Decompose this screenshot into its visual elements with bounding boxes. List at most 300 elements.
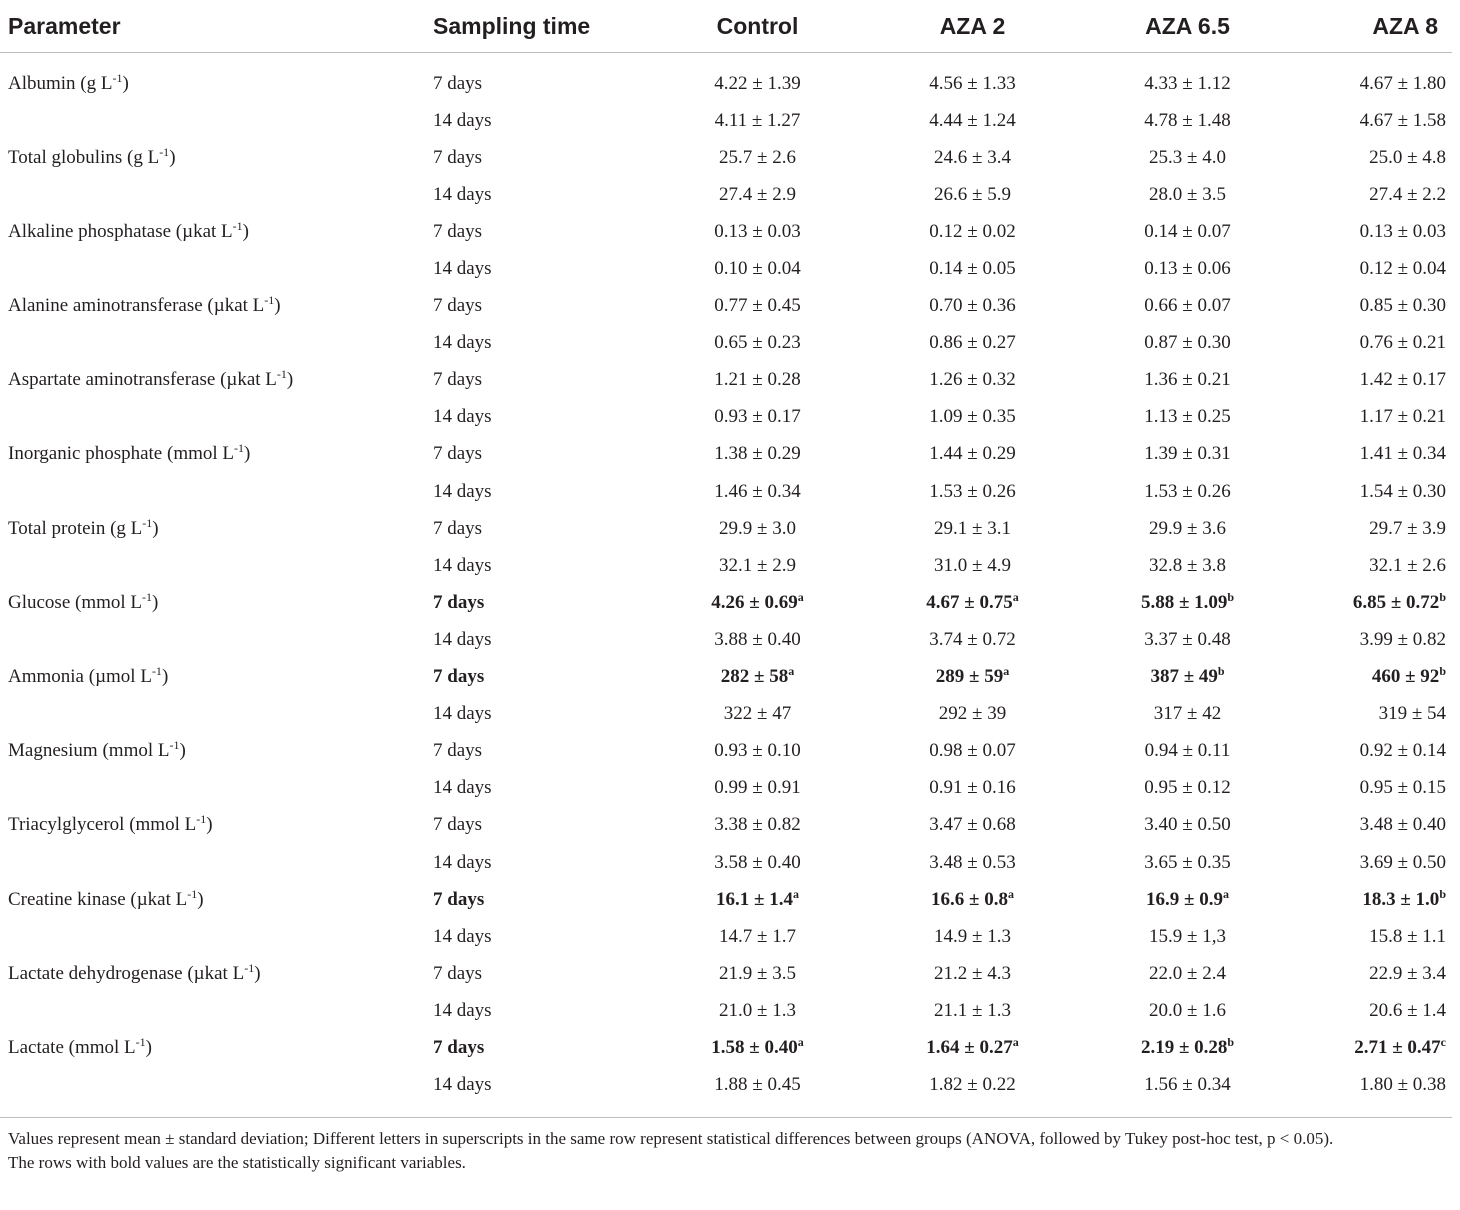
value-cell-control: 21.0 ± 1.3 <box>719 999 796 1021</box>
parameter-unit-exponent: -1 <box>196 812 207 827</box>
sampling-time-cell: 7 days <box>433 740 483 762</box>
value-text: 25.3 ± 4.0 <box>1149 146 1226 168</box>
value-cell-aza8 <box>1295 362 1452 399</box>
parameter-name <box>0 288 425 325</box>
sampling-time-cell: 14 days <box>433 628 492 650</box>
sampling-time-cell: 7 days <box>433 666 485 688</box>
sampling-time-cell: 7 days <box>433 146 483 168</box>
value-cell-control: 4.11 ± 1.27 <box>714 109 801 131</box>
value-text: 22.0 ± 2.4 <box>1149 962 1226 984</box>
value-cell-aza65: 1.53 ± 0.26 <box>1144 480 1231 502</box>
value-text: 3.38 ± 0.82 <box>714 814 801 836</box>
table-row <box>0 770 1452 807</box>
value-text: 2.71 ± 0.47 <box>1354 1036 1441 1058</box>
parameter-name <box>0 659 425 696</box>
footnote-bold-rows: The rows with bold values are the statistically significant variables. <box>8 1153 466 1172</box>
parameter-name <box>0 65 425 102</box>
header-control: Control <box>650 0 865 53</box>
significance-letter: a <box>792 886 799 901</box>
table-row <box>0 510 1452 547</box>
value-cell-aza2 <box>865 362 1080 399</box>
table-row <box>0 213 1452 250</box>
parameter-label: Alkaline phosphatase (µkat L <box>8 220 233 242</box>
value-cell-aza65: 28.0 ± 3.5 <box>1149 183 1226 205</box>
value-cell-control <box>650 733 865 770</box>
value-text: 29.7 ± 3.9 <box>1369 517 1446 539</box>
header-spacer-row <box>0 53 1452 66</box>
value-cell-aza65 <box>1080 584 1295 621</box>
value-cell-control <box>650 584 865 621</box>
value-text: 4.67 ± 0.75 <box>926 591 1013 613</box>
value-cell-aza8: 20.6 ± 1.4 <box>1369 999 1446 1021</box>
value-text: 1.42 ± 0.17 <box>1359 369 1446 391</box>
value-cell-aza65: 4.78 ± 1.48 <box>1144 109 1231 131</box>
value-cell-aza2 <box>865 213 1080 250</box>
value-cell-aza2 <box>865 288 1080 325</box>
parameter-name-empty <box>0 325 425 362</box>
value-text: 0.13 ± 0.03 <box>1359 220 1446 242</box>
value-cell-control <box>650 1029 865 1066</box>
value-cell-control: 3.88 ± 0.40 <box>714 628 801 650</box>
value-text: 0.77 ± 0.45 <box>714 295 801 317</box>
parameter-name-empty <box>0 770 425 807</box>
value-cell-aza65 <box>1080 1029 1295 1066</box>
value-cell-aza8: 319 ± 54 <box>1378 703 1446 725</box>
value-cell-aza65 <box>1080 807 1295 844</box>
value-text: 289 ± 59 <box>935 666 1004 688</box>
parameter-label-end: ) <box>152 517 159 539</box>
value-cell-aza2: 4.44 ± 1.24 <box>929 109 1016 131</box>
value-cell-aza65 <box>1080 510 1295 547</box>
table-row <box>0 1067 1452 1104</box>
table-row <box>0 955 1452 992</box>
value-cell-aza65 <box>1080 659 1295 696</box>
value-cell-aza2 <box>865 733 1080 770</box>
sampling-time-cell: 14 days <box>433 183 492 205</box>
value-cell-aza8 <box>1295 436 1452 473</box>
parameter-name-empty <box>0 250 425 287</box>
value-cell-aza65: 317 ± 42 <box>1153 703 1222 725</box>
sampling-time-cell: 7 days <box>433 443 483 465</box>
parameter-label-end: ) <box>152 591 159 613</box>
value-text: 3.48 ± 0.40 <box>1359 814 1446 836</box>
value-cell-control: 1.46 ± 0.34 <box>714 480 801 502</box>
sampling-time-cell: 14 days <box>433 258 492 280</box>
parameter-label: Glucose (mmol L <box>8 591 143 613</box>
value-text: 1.41 ± 0.34 <box>1359 443 1446 465</box>
table-row <box>0 621 1452 658</box>
table-row <box>0 807 1452 844</box>
parameter-label-end: ) <box>242 220 249 242</box>
table-row <box>0 992 1452 1029</box>
value-text: 4.22 ± 1.39 <box>714 72 801 94</box>
value-cell-aza2 <box>865 65 1080 102</box>
table-header <box>0 0 1452 53</box>
parameter-name <box>0 436 425 473</box>
table-footnotes <box>8 1127 1453 1175</box>
value-cell-aza2: 1.09 ± 0.35 <box>929 406 1016 428</box>
value-cell-aza2: 1.82 ± 0.22 <box>929 1074 1016 1096</box>
parameter-label-end: ) <box>122 72 129 94</box>
value-text: 460 ± 92 <box>1371 666 1440 688</box>
value-cell-control: 0.93 ± 0.17 <box>714 406 801 428</box>
value-cell-control <box>650 213 865 250</box>
parameter-unit-exponent: -1 <box>187 886 198 901</box>
sampling-time-cell: 7 days <box>433 517 483 539</box>
value-text: 29.9 ± 3.0 <box>719 517 796 539</box>
parameter-label: Ammonia (µmol L <box>8 666 152 688</box>
parameter-name <box>0 362 425 399</box>
parameter-label-end: ) <box>197 888 204 910</box>
value-cell-aza8: 3.69 ± 0.50 <box>1359 851 1446 873</box>
parameter-label-end: ) <box>145 1036 152 1058</box>
table-row <box>0 325 1452 362</box>
value-text: 1.26 ± 0.32 <box>929 369 1016 391</box>
value-cell-aza2: 3.48 ± 0.53 <box>929 851 1016 873</box>
value-cell-aza8: 1.17 ± 0.21 <box>1359 406 1446 428</box>
table-row <box>0 881 1452 918</box>
parameter-name-empty <box>0 621 425 658</box>
parameter-unit-exponent: -1 <box>232 218 243 233</box>
significance-letter: a <box>797 1034 804 1049</box>
value-text: 1.64 ± 0.27 <box>926 1036 1013 1058</box>
significance-letter: c <box>1440 1034 1446 1049</box>
parameter-unit-exponent: -1 <box>169 738 180 753</box>
value-text: 0.66 ± 0.07 <box>1144 295 1231 317</box>
significance-letter: a <box>1222 886 1229 901</box>
sampling-time-cell: 7 days <box>433 1036 485 1058</box>
value-cell-aza65: 3.65 ± 0.35 <box>1144 851 1231 873</box>
table-row <box>0 399 1452 436</box>
value-cell-aza65 <box>1080 288 1295 325</box>
table-row <box>0 584 1452 621</box>
value-cell-aza2: 14.9 ± 1.3 <box>934 925 1011 947</box>
parameter-label-end: ) <box>179 740 186 762</box>
parameter-unit-exponent: -1 <box>276 367 287 382</box>
parameter-name <box>0 1029 425 1066</box>
header-sampling-time: Sampling time <box>425 0 650 53</box>
value-cell-aza8: 32.1 ± 2.6 <box>1369 554 1446 576</box>
value-cell-aza8 <box>1295 65 1452 102</box>
value-cell-aza2: 21.1 ± 1.3 <box>934 999 1011 1021</box>
parameter-label-end: ) <box>286 369 294 391</box>
value-text: 25.0 ± 4.8 <box>1369 146 1446 168</box>
value-cell-aza2 <box>865 1029 1080 1066</box>
value-text: 0.94 ± 0.11 <box>1144 740 1231 762</box>
value-cell-aza2 <box>865 659 1080 696</box>
value-cell-aza65 <box>1080 139 1295 176</box>
header-parameter: Parameter <box>0 0 425 53</box>
parameter-label: Magnesium (mmol L <box>8 740 170 762</box>
value-cell-aza2 <box>865 139 1080 176</box>
value-text: 16.9 ± 0.9 <box>1146 888 1223 910</box>
parameter-unit-exponent: -1 <box>244 960 255 975</box>
table-row <box>0 547 1452 584</box>
value-cell-aza8: 15.8 ± 1.1 <box>1369 925 1446 947</box>
sampling-time-cell: 7 days <box>433 888 485 910</box>
value-cell-aza65 <box>1080 362 1295 399</box>
table-row <box>0 288 1452 325</box>
table-body <box>0 53 1452 1104</box>
value-cell-aza8 <box>1295 659 1452 696</box>
significance-letter: b <box>1227 589 1235 604</box>
parameter-label-end: ) <box>274 295 281 317</box>
value-cell-control: 0.99 ± 0.91 <box>714 777 801 799</box>
value-cell-control: 0.10 ± 0.04 <box>714 258 801 280</box>
value-cell-control: 1.88 ± 0.45 <box>714 1074 801 1096</box>
value-text: 5.88 ± 1.09 <box>1140 591 1228 613</box>
parameter-label: Creatine kinase (µkat L <box>8 888 188 910</box>
value-text: 4.26 ± 0.69 <box>711 591 798 613</box>
value-text: 0.70 ± 0.36 <box>929 295 1016 317</box>
sampling-time-cell: 7 days <box>433 962 483 984</box>
parameter-unit-exponent: -1 <box>234 441 245 456</box>
parameter-name <box>0 881 425 918</box>
parameter-label-end: ) <box>254 962 261 984</box>
value-cell-aza65: 0.13 ± 0.06 <box>1144 258 1231 280</box>
value-cell-aza2: 1.53 ± 0.26 <box>929 480 1016 502</box>
value-cell-aza65 <box>1080 881 1295 918</box>
value-text: 0.12 ± 0.02 <box>929 220 1016 242</box>
value-text: 2.19 ± 0.28 <box>1140 1036 1228 1058</box>
value-cell-control <box>650 807 865 844</box>
footnote-statistics: Values represent mean ± standard deviation; Different letters in superscripts in the same row represent statistical differences between groups (ANOVA, followed by Tukey post-hoc test, p < 0.05). <box>8 1129 1334 1148</box>
value-text: 3.40 ± 0.50 <box>1144 814 1231 836</box>
value-cell-aza2 <box>865 510 1080 547</box>
parameter-name <box>0 733 425 770</box>
value-cell-control: 322 ± 47 <box>723 703 792 725</box>
table-row <box>0 362 1452 399</box>
value-cell-aza8 <box>1295 1029 1452 1066</box>
table-row <box>0 65 1452 102</box>
value-cell-aza2: 3.74 ± 0.72 <box>929 628 1016 650</box>
parameter-unit-exponent: -1 <box>142 515 153 530</box>
sampling-time-cell: 14 days <box>433 480 492 502</box>
sampling-time-cell: 14 days <box>433 554 492 576</box>
parameter-name <box>0 510 425 547</box>
parameter-label-end: ) <box>161 666 169 688</box>
value-text: 4.56 ± 1.33 <box>929 72 1016 94</box>
value-text: 6.85 ± 0.72 <box>1352 591 1440 613</box>
value-cell-aza8 <box>1295 733 1452 770</box>
value-text: 0.98 ± 0.07 <box>929 740 1016 762</box>
parameter-unit-exponent: -1 <box>264 292 275 307</box>
significance-letter: a <box>788 663 795 678</box>
value-text: 387 ± 49 <box>1150 666 1218 688</box>
value-cell-aza8: 1.80 ± 0.38 <box>1359 1074 1446 1096</box>
significance-letter: a <box>1012 589 1019 604</box>
value-cell-aza8 <box>1295 213 1452 250</box>
table-row <box>0 176 1452 213</box>
value-cell-aza65: 0.95 ± 0.12 <box>1144 777 1231 799</box>
parameter-label: Lactate dehydrogenase (µkat L <box>8 962 245 984</box>
value-cell-aza2: 26.6 ± 5.9 <box>934 183 1011 205</box>
parameter-unit-exponent: -1 <box>159 144 170 159</box>
value-text: 25.7 ± 2.6 <box>719 146 796 168</box>
parameter-label: Lactate (mmol L <box>8 1036 136 1058</box>
parameter-unit-exponent: -1 <box>112 70 123 85</box>
parameter-label: Triacylglycerol (mmol L <box>8 814 197 836</box>
sampling-time-cell: 14 days <box>433 406 492 428</box>
value-cell-control <box>650 288 865 325</box>
significance-letter: b <box>1439 886 1446 901</box>
value-cell-aza8 <box>1295 881 1452 918</box>
header-aza8: AZA 8 <box>1295 0 1452 53</box>
value-cell-aza8 <box>1295 288 1452 325</box>
parameter-name-empty <box>0 102 425 139</box>
table-row <box>0 139 1452 176</box>
parameter-label-end: ) <box>169 146 176 168</box>
value-text: 4.67 ± 1.80 <box>1359 72 1446 94</box>
value-cell-aza2: 31.0 ± 4.9 <box>934 554 1011 576</box>
value-text: 0.85 ± 0.30 <box>1359 295 1446 317</box>
value-cell-aza2 <box>865 881 1080 918</box>
sampling-time-cell: 7 days <box>433 369 483 391</box>
table-row <box>0 844 1452 881</box>
value-cell-aza8 <box>1295 807 1452 844</box>
parameter-label: Total protein (g L <box>8 517 143 539</box>
parameter-label: Total globulins (g L <box>8 146 160 168</box>
value-text: 18.3 ± 1.0 <box>1362 888 1440 910</box>
value-text: 0.92 ± 0.14 <box>1359 740 1446 762</box>
header-aza2: AZA 2 <box>865 0 1080 53</box>
table-row <box>0 918 1452 955</box>
parameter-name-empty <box>0 992 425 1029</box>
parameter-name-empty <box>0 1067 425 1104</box>
value-cell-control <box>650 436 865 473</box>
parameter-unit-exponent: -1 <box>142 589 153 604</box>
value-cell-aza65 <box>1080 955 1295 992</box>
parameter-name-empty <box>0 918 425 955</box>
value-cell-aza8: 0.76 ± 0.21 <box>1359 332 1446 354</box>
value-cell-control <box>650 362 865 399</box>
parameter-name <box>0 584 425 621</box>
parameter-name <box>0 213 425 250</box>
value-cell-aza65 <box>1080 213 1295 250</box>
value-cell-control <box>650 510 865 547</box>
value-cell-aza8 <box>1295 584 1452 621</box>
value-text: 16.1 ± 1.4 <box>716 888 793 910</box>
table-row <box>0 696 1452 733</box>
sampling-time-cell: 7 days <box>433 72 483 94</box>
value-cell-aza65 <box>1080 733 1295 770</box>
significance-letter: b <box>1227 1034 1235 1049</box>
value-text: 21.2 ± 4.3 <box>934 962 1011 984</box>
value-cell-aza8: 1.54 ± 0.30 <box>1359 480 1446 502</box>
table-row <box>0 250 1452 287</box>
value-cell-control <box>650 955 865 992</box>
table-row <box>0 733 1452 770</box>
sampling-time-cell: 7 days <box>433 814 483 836</box>
sampling-time-cell: 7 days <box>433 220 483 242</box>
sampling-time-cell: 14 days <box>433 1074 492 1096</box>
sampling-time-cell: 14 days <box>433 109 492 131</box>
table-row <box>0 659 1452 696</box>
value-text: 0.14 ± 0.07 <box>1144 220 1231 242</box>
parameter-label: Alanine aminotransferase (µkat L <box>8 295 265 317</box>
value-cell-aza65: 0.87 ± 0.30 <box>1144 332 1231 354</box>
sampling-time-cell: 7 days <box>433 295 483 317</box>
value-cell-control: 14.7 ± 1.7 <box>719 925 796 947</box>
value-cell-control: 3.58 ± 0.40 <box>714 851 801 873</box>
parameter-label-end: ) <box>206 814 213 836</box>
sampling-time-cell: 14 days <box>433 999 492 1021</box>
value-text: 1.58 ± 0.40 <box>711 1036 798 1058</box>
value-cell-aza8: 4.67 ± 1.58 <box>1359 109 1446 131</box>
parameter-name-empty <box>0 473 425 510</box>
value-cell-aza2: 292 ± 39 <box>938 703 1007 725</box>
parameter-name-empty <box>0 399 425 436</box>
value-cell-aza8 <box>1295 139 1452 176</box>
sampling-time-cell: 14 days <box>433 851 492 873</box>
sampling-time-cell: 14 days <box>433 777 492 799</box>
table-row <box>0 1029 1452 1066</box>
parameter-name-empty <box>0 547 425 584</box>
parameter-label: Inorganic phosphate (mmol L <box>8 443 235 465</box>
value-cell-aza2 <box>865 807 1080 844</box>
parameter-unit-exponent: -1 <box>135 1034 146 1049</box>
value-cell-aza8 <box>1295 510 1452 547</box>
value-text: 3.47 ± 0.68 <box>929 814 1016 836</box>
value-cell-aza8: 0.95 ± 0.15 <box>1359 777 1446 799</box>
value-cell-aza2: 0.86 ± 0.27 <box>929 332 1016 354</box>
table-row <box>0 473 1452 510</box>
value-text: 1.39 ± 0.31 <box>1144 443 1231 465</box>
value-cell-aza2: 0.91 ± 0.16 <box>929 777 1016 799</box>
parameter-label: Albumin (g L <box>8 72 113 94</box>
significance-letter: a <box>1007 886 1014 901</box>
value-text: 29.9 ± 3.6 <box>1149 517 1226 539</box>
value-cell-aza65 <box>1080 436 1295 473</box>
header-row <box>0 0 1452 53</box>
table-row <box>0 436 1452 473</box>
value-cell-aza8: 0.12 ± 0.04 <box>1359 258 1446 280</box>
value-cell-control <box>650 65 865 102</box>
value-cell-aza65: 1.13 ± 0.25 <box>1144 406 1231 428</box>
value-cell-control: 0.65 ± 0.23 <box>714 332 801 354</box>
sampling-time-cell: 14 days <box>433 332 492 354</box>
value-text: 4.33 ± 1.12 <box>1144 72 1231 94</box>
value-cell-aza65: 20.0 ± 1.6 <box>1149 999 1226 1021</box>
value-text: 0.13 ± 0.03 <box>714 220 801 242</box>
value-cell-aza65: 1.56 ± 0.34 <box>1144 1074 1231 1096</box>
parameter-name <box>0 955 425 992</box>
value-cell-control: 32.1 ± 2.9 <box>719 554 796 576</box>
value-text: 1.44 ± 0.29 <box>929 443 1016 465</box>
significance-letter: a <box>797 589 804 604</box>
value-text: 0.93 ± 0.10 <box>714 740 801 762</box>
parameter-label: Aspartate aminotransferase (µkat L <box>8 369 277 391</box>
value-cell-aza65: 32.8 ± 3.8 <box>1149 554 1226 576</box>
significance-letter: a <box>1012 1034 1019 1049</box>
value-text: 16.6 ± 0.8 <box>931 888 1008 910</box>
parameter-name-empty <box>0 696 425 733</box>
value-cell-aza2 <box>865 436 1080 473</box>
parameter-name <box>0 807 425 844</box>
value-cell-aza2: 0.14 ± 0.05 <box>929 258 1016 280</box>
value-text: 1.38 ± 0.29 <box>714 443 801 465</box>
value-text: 282 ± 58 <box>720 666 789 688</box>
value-text: 22.9 ± 3.4 <box>1369 962 1446 984</box>
value-cell-aza8: 3.99 ± 0.82 <box>1359 628 1446 650</box>
table-row <box>0 102 1452 139</box>
parameter-name-empty <box>0 176 425 213</box>
value-text: 24.6 ± 3.4 <box>934 146 1011 168</box>
value-cell-aza2 <box>865 955 1080 992</box>
value-cell-control <box>650 881 865 918</box>
parameter-name-empty <box>0 844 425 881</box>
sampling-time-cell: 7 days <box>433 591 485 613</box>
